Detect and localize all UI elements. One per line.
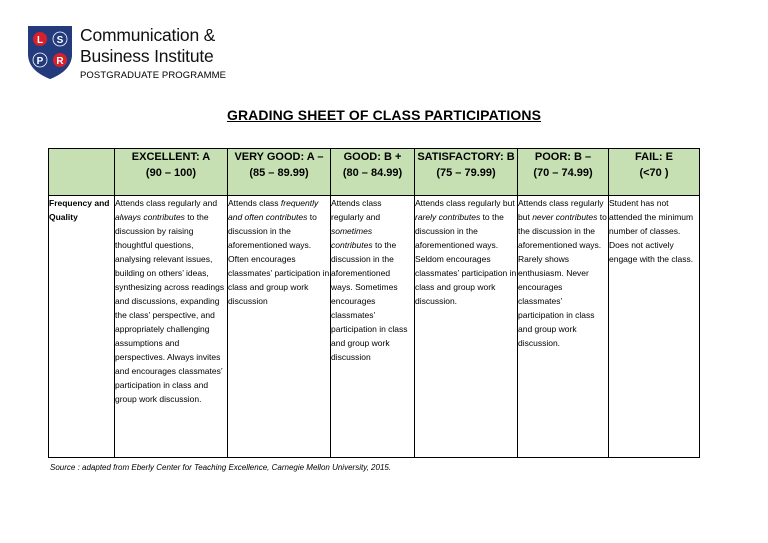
logo-letter: P: [36, 56, 44, 67]
source-note: Source : adapted from Eberly Center for Teaching Excellence, Carnegie Mellon University, 2015.: [50, 463, 392, 472]
table-row: [49, 196, 700, 458]
header-poor: POOR: B – (70 – 74.99): [518, 149, 609, 196]
programme-label: POSTGRADUATE PROGRAMME: [80, 70, 227, 81]
header-fail: FAIL: E (<70 ): [609, 149, 700, 196]
institute-name: [80, 25, 226, 82]
cell-good: Attends class regularly and sometimes contributes to the discussion in the aforementioned ways. Sometimes encourages classmates’ participation in class and group work discussion: [331, 196, 415, 458]
cell-very-good: Attends class frequently and often contributes to discussion in the aforementioned ways. Often encourages classmates’ participation in class and group work discussion: [228, 196, 331, 458]
header-satisfactory: SATISFACTORY: B (75 – 79.99): [415, 149, 518, 196]
header-excellent: EXCELLENT: A (90 – 100): [115, 149, 228, 196]
logo-letter: R: [56, 56, 64, 67]
org-name-line2: Business Institute: [80, 46, 214, 66]
page-title: GRADING SHEET OF CLASS PARTICIPATIONS: [226, 107, 542, 123]
org-name-line1: Communication &: [80, 25, 216, 45]
cell-fail: Student has not attended the minimum number of classes. Does not actively engage with the class.: [609, 196, 700, 458]
lspr-logo: [26, 24, 74, 80]
logo-letter: L: [36, 35, 44, 46]
logo-letter: S: [56, 35, 64, 46]
grading-table: [48, 148, 700, 458]
cell-poor: Attends class regularly but never contributes to the discussion in the aforementioned ways. Rarely shows enthusiasm. Never encourages classmates’ participation in class and group work discussion.: [518, 196, 609, 458]
header-very-good: VERY GOOD: A – (85 – 89.99): [228, 149, 331, 196]
cell-excellent: Attends class regularly and always contributes to the discussion by raising thoughtful questions, analysing relevant issues, building on others’ ideas, synthesizing across readings and discussions, expanding the class’ perspective, and appropriately challenging assumptions and perspectives. Always invites and encourages classmates’ participation in class and group work discussion.: [115, 196, 228, 458]
header-good: GOOD: B + (80 – 84.99): [331, 149, 415, 196]
row-label: Frequency and Quality: [49, 196, 115, 458]
header-row: [49, 149, 700, 196]
cell-satisfactory: Attends class regularly but rarely contributes to the discussion in the aforementioned ways. Seldom encourages classmates’ participation in class and group work discussion.: [415, 196, 518, 458]
header-empty-cell: [49, 149, 115, 196]
